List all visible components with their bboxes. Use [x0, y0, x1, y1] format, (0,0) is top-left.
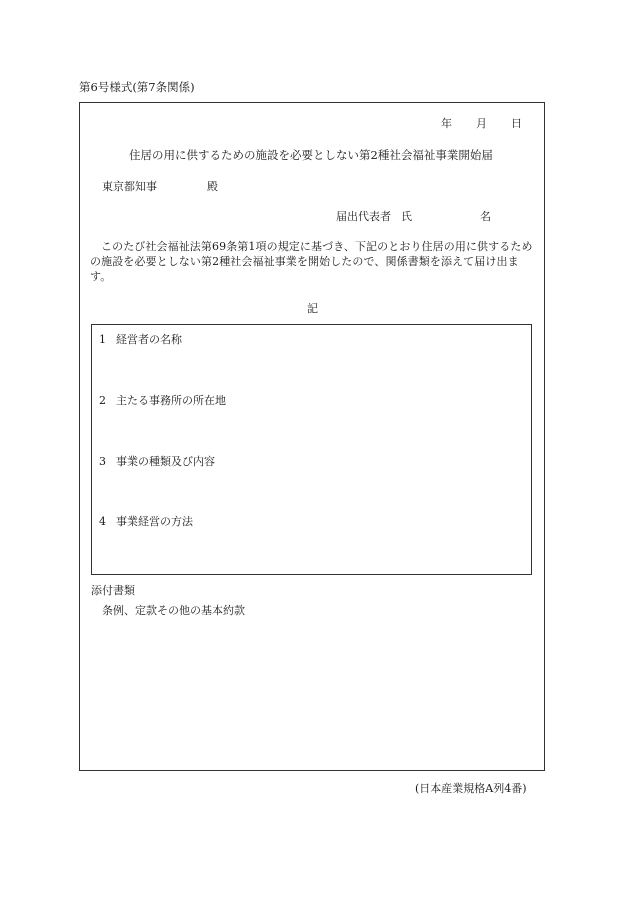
addressee-honorific: 殿	[207, 180, 218, 193]
form-number: 第6号様式(第7条関係)	[79, 80, 195, 94]
paper-size-note: (日本産業規格A列4番)	[415, 782, 527, 795]
item-number: 2	[99, 394, 106, 407]
notifier-surname-label: 氏	[401, 210, 412, 223]
date-year-label: 年	[441, 117, 452, 130]
date-line	[441, 117, 522, 132]
items-box	[91, 324, 532, 575]
attachments-text: 条例、定款その他の基本約款	[102, 604, 245, 617]
notifier-line	[336, 210, 491, 225]
item-number: 1	[99, 333, 106, 346]
item-number: 3	[99, 455, 106, 468]
notifier-label: 届出代表者	[336, 210, 391, 223]
addressee	[102, 180, 218, 195]
item-label: 事業の種類及び内容	[116, 455, 215, 468]
item-business-type	[99, 455, 215, 470]
date-day-label: 日	[511, 117, 522, 130]
notifier-given-label: 名	[480, 210, 491, 223]
item-operator-name	[99, 333, 182, 348]
body-paragraph: このたび社会福祉法第69条第1項の規定に基づき、下記のとおり住居の用に供するための施設を必要としない第2種社会福祉事業を開始したので、関係書類を添えて届け出ます。	[90, 240, 533, 283]
item-main-office-location	[99, 394, 226, 409]
document-title: 住居の用に供するための施設を必要としない第2種社会福祉事業開始届	[129, 148, 493, 162]
attachments-heading: 添付書類	[91, 584, 135, 597]
item-business-method	[99, 515, 193, 530]
ki-heading: 記	[307, 302, 318, 315]
item-label: 経営者の名称	[116, 333, 182, 346]
date-month-label: 月	[476, 117, 487, 130]
item-label: 事業経営の方法	[116, 515, 193, 528]
item-number: 4	[99, 515, 106, 528]
addressee-name: 東京都知事	[102, 180, 157, 193]
item-label: 主たる事務所の所在地	[116, 394, 226, 407]
